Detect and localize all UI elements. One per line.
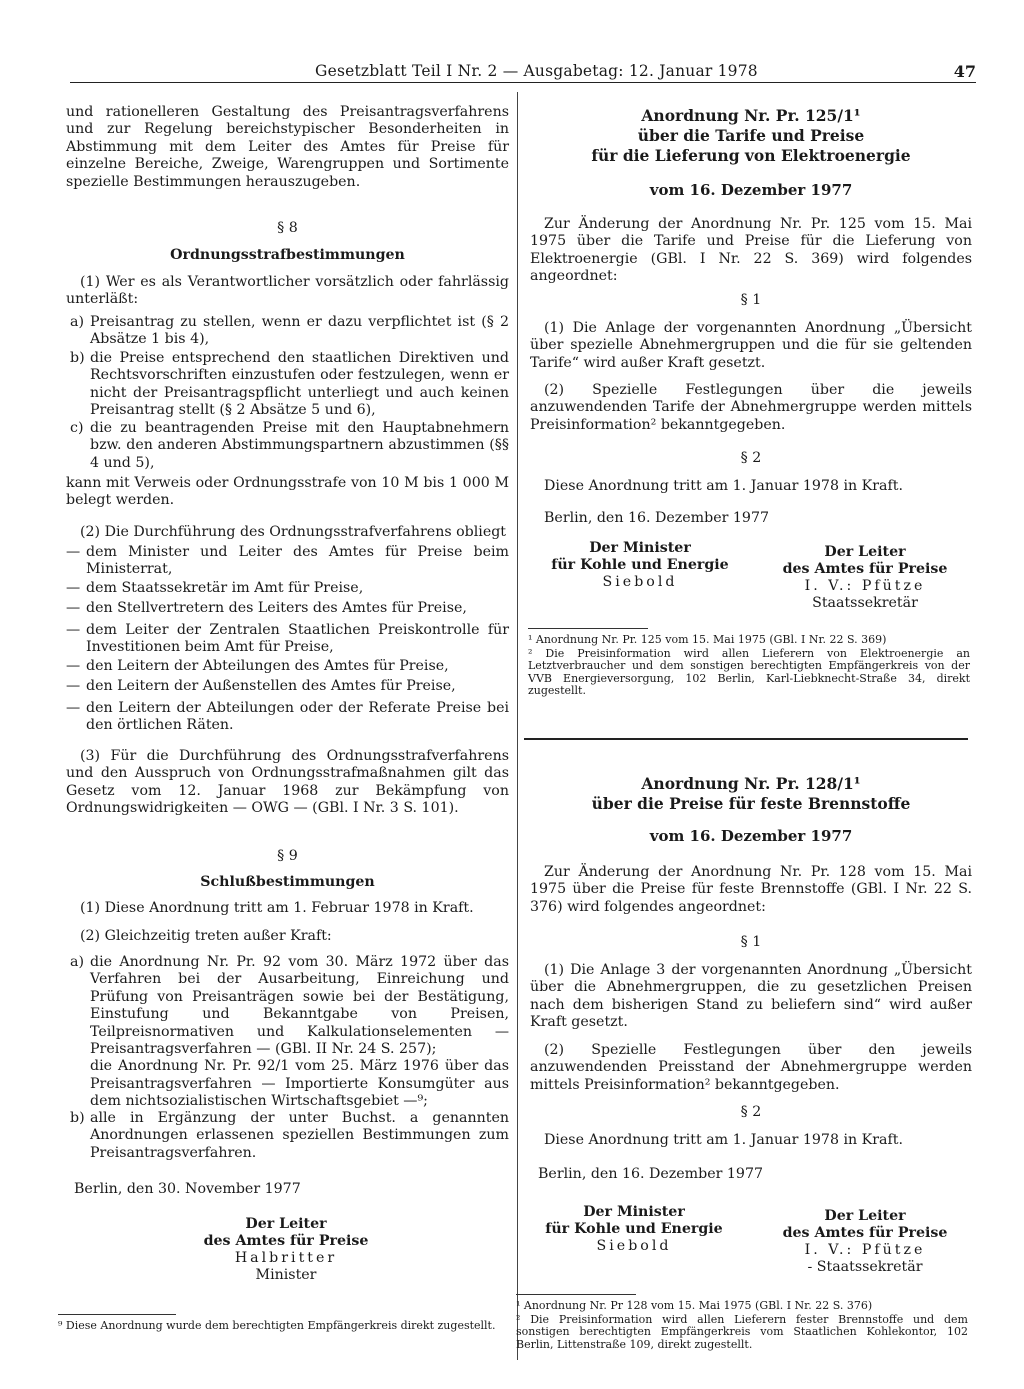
ord1-paragraph-2: (2) Spezielle Festlegungen über die jeweils anzuwendenden Tarife der Abnehmergruppe werden mittels Preisinformation² bekanntgegeben. <box>530 382 972 433</box>
ord2-section-1: § 1 <box>740 934 762 950</box>
ord2-place-date: Berlin, den 16. Dezember 1977 <box>538 1166 764 1182</box>
ordinance-2-intro: Zur Änderung der Anordnung Nr. Pr. 128 vom 15. Mai 1975 über die Preise für feste Brennstoffe (GBl. I Nr. 22 S. 376) wird folgendes angeordnet: <box>530 864 972 915</box>
page-header <box>70 62 976 83</box>
ordinance-2-title: Anordnung Nr. Pr. 128/1¹ über die Preise für feste Brennstoffe <box>591 774 911 813</box>
column-divider <box>517 92 518 1360</box>
ord2-footnote-2: ² Die Preisinformation wird allen Lieferern fester Brennstoffe und dem sonstigen berechtigten Empfängerkreis vom Staatlichen Kohlekontor, 102 Berlin, Littenstraße 109, direkt zugestellt. <box>516 1313 968 1351</box>
ord1-paragraph-1: (1) Die Anlage der vorgenannten Anordnung „Übersicht über spezielle Abnehmergruppen und die für sie geltenden Tarife“ wird außer Kraft gesetzt. <box>530 320 972 371</box>
place-date: Berlin, den 30. November 1977 <box>74 1181 301 1197</box>
s9-item-b: b) alle in Ergänzung der unter Buchst. a genannten Anordnungen erlassenen speziellen Bestimmungen zum Preisantragsverfahren. <box>70 1110 509 1161</box>
ord2-paragraph-1: (1) Die Anlage 3 der vorgenannten Anordnung „Übersicht über die Abnehmergruppen, die zu gesetzlichen Preisen nach dem bisherigen Stand zu beliefern sind“ wird außer Kraft gesetzt. <box>530 962 972 1031</box>
right-column <box>516 104 972 1354</box>
ordinance-1-date: vom 16. Dezember 1977 <box>649 181 853 199</box>
s8-item-c <box>70 420 509 472</box>
ord1-section-1: § 1 <box>740 292 762 308</box>
footnote-rule <box>58 1314 176 1315</box>
ord1-paragraph-3: Diese Anordnung tritt am 1. Januar 1978 in Kraft. <box>544 478 903 494</box>
ordinance-2-date: vom 16. Dezember 1977 <box>649 827 853 845</box>
ord1-footnote-rule <box>528 628 648 629</box>
ord1-section-2: § 2 <box>740 450 762 466</box>
ord1-place-date: Berlin, den 16. Dezember 1977 <box>544 510 770 526</box>
section-9-heading: Schlußbestimmungen <box>200 874 375 890</box>
item-text: Preisantrag zu stellen, wenn er dazu verpflichtet ist (§ 2 Absätze 1 bis 4), <box>90 314 509 348</box>
left-column <box>58 104 509 1354</box>
s8-dash-item: — dem Leiter der Zentralen Staatlichen Preiskontrolle für Investitionen beim Amt für Preise, <box>66 622 509 656</box>
ord2-paragraph-3: Diese Anordnung tritt am 1. Januar 1978 in Kraft. <box>544 1132 903 1148</box>
s8-dash-item: — den Leitern der Abteilungen oder der Referate Preise bei den örtlichen Räten. <box>66 700 509 734</box>
ord1-signature-minister: Der Minister für Kohle und Energie Siebold <box>551 540 729 590</box>
ord2-signature-minister: Der Minister für Kohle und Energie Siebold <box>545 1204 723 1254</box>
ord2-section-2: § 2 <box>740 1104 762 1120</box>
ord2-signature-leiter: Der Leiter des Amtes für Preise I. V.: Pfütze - Staatssekretär <box>782 1208 948 1276</box>
signatory-role: Der Leiter <box>245 1216 327 1232</box>
ord1-signature-leiter: Der Leiter des Amtes für Preise I. V.: Pfütze Staatssekretär <box>782 544 948 612</box>
item-marker: b) <box>70 350 85 366</box>
section-8-number: § 8 <box>277 220 298 236</box>
item-text: die zu beantragenden Preise mit den Hauptabnehmern bzw. den anderen Abstimmungspartnern abzustimmen (§§ 4 und 5), <box>90 420 509 471</box>
s8-dash-item: — den Stellvertretern des Leiters des Amtes für Preise, <box>66 600 467 616</box>
s9-item-a: a) die Anordnung Nr. Pr. 92 vom 30. März 1972 über das Verfahren bei der Ausarbeitung, Einreichung und Prüfung von Preisanträgen sowie bei der Bestätigung, Einstufung und Bekanntgabe von Preisen, Teilpreisnormativen und Kalkulationselementen — Preisantragsverfahren — (GBl. II Nr. 24 S. 257); die Anordnung Nr. Pr. 92/1 vom 25. März 1976 über das Preisantragsverfahren — Importierte Konsumgüter aus dem nichtsozialistischen Wirtschaftsgebiet —⁹; <box>70 954 509 1110</box>
ord1-footnote-2: ² Die Preisinformation wird allen Lieferern von Elektroenergie an Letztverbraucher und dem sonstigen berechtigten Empfängerkreis von der VVB Energieversorgung, 102 Berlin, Karl-Liebknecht-Straße 34, direkt zugestellt. <box>528 647 970 698</box>
ord2-footnote-rule <box>516 1294 636 1295</box>
s8-dash-item: — dem Minister und Leiter des Amtes für Preise beim Ministerrat, <box>66 544 509 578</box>
ordinance-1-intro: Zur Änderung der Anordnung Nr. Pr. 125 vom 15. Mai 1975 über die Tarife und Preise für die Lieferung von Elektroenergie (GBl. I Nr. 22 S. 369) wird folgendes angeordnet: <box>530 216 972 285</box>
item-a-first: die Anordnung Nr. Pr. 92 vom 30. März 1972 über das Verfahren bei der Ausarbeitung, Einreichung und Prüfung von Preisanträgen sowie bei der Bestätigung, Einstufung und Bekanntgabe von Preisen, Teilpreisnormativen und Kalkulationselementen — Preisantragsverfahren — (GBl. II Nr. 24 S. 257); <box>90 954 509 1058</box>
section-9-number: § 9 <box>277 848 298 864</box>
s9-paragraph-2: (2) Gleichzeitig treten außer Kraft: <box>80 928 332 944</box>
item-marker: a) <box>70 314 84 330</box>
s8-paragraph-2: (2) Die Durchführung des Ordnungsstrafverfahrens obliegt <box>80 524 507 540</box>
signature-block <box>186 1216 386 1285</box>
ord2-paragraph-2: (2) Spezielle Festlegungen über den jeweils anzuwendenden Preisstand der Abnehmergruppe werden mittels Preisinformation² bekanntgegeben. <box>530 1042 972 1093</box>
signatory-name: Halbritter <box>234 1250 338 1266</box>
header-title: Gesetzblatt Teil I Nr. 2 — Ausgabetag: 12. Januar 1978 <box>315 62 758 80</box>
signatory-office: des Amtes für Preise <box>203 1233 369 1249</box>
ordinance-1-title: Anordnung Nr. Pr. 125/1¹ über die Tarife und Preise für die Lieferung von Elektroenergie <box>591 106 911 165</box>
section-8-heading: Ordnungsstrafbestimmungen <box>170 247 405 263</box>
footnote: ⁹ Diese Anordnung wurde dem berechtigten Empfängerkreis direkt zugestellt. <box>58 1319 496 1332</box>
ord1-footnote-1: ¹ Anordnung Nr. Pr. 125 vom 15. Mai 1975 (GBl. I Nr. 22 S. 369) <box>528 633 887 646</box>
item-text: die Preise entsprechend den staatlichen Direktiven und Rechtsvorschriften einzustufen oder festzulegen, wenn er nicht der Preisantragspflicht unterliegt und auch keinen Preisantrag stellt (§ 2 Absätze 5 und 6), <box>90 350 509 419</box>
item-a-second: die Anordnung Nr. Pr. 92/1 vom 25. März 1976 über das Preisantragsverfahren — Importierte Konsumgüter aus dem nichtsozialistischen Wirtschaftsgebiet —⁹; <box>90 1058 509 1110</box>
item-marker: c) <box>70 420 84 436</box>
s8-dash-item: — den Leitern der Außenstellen des Amtes für Preise, <box>66 678 456 694</box>
s8-dash-item: — dem Staatssekretär im Amt für Preise, <box>66 580 364 596</box>
s9-paragraph-1: (1) Diese Anordnung tritt am 1. Februar 1978 in Kraft. <box>80 900 474 916</box>
page-number: 47 <box>953 62 976 81</box>
s8-item-b <box>70 350 509 420</box>
s8-paragraph-3: (3) Für die Durchführung des Ordnungsstrafverfahrens und den Ausspruch von Ordnungsstrafmaßnahmen gilt das Gesetz vom 12. Januar 1968 zur Bekämpfung von Ordnungswidrigkeiten — OWG — (GBl. I Nr. 3 S. 101). <box>66 748 509 817</box>
s8-paragraph-1-end: kann mit Verweis oder Ordnungsstrafe von 10 M bis 1 000 M belegt werden. <box>66 475 509 509</box>
s8-item-a <box>70 314 509 349</box>
section-separator <box>524 738 968 740</box>
ord2-footnote-1: ¹ Anordnung Nr. Pr 128 vom 15. Mai 1975 (GBl. I Nr. 22 S. 376) <box>516 1299 873 1312</box>
signatory-title: Minister <box>255 1267 317 1284</box>
s8-paragraph-1: (1) Wer es als Verantwortlicher vorsätzlich oder fahrlässig unterläßt: <box>66 274 509 308</box>
intro-paragraph: und rationelleren Gestaltung des Preisantragsverfahrens und zur Regelung bereichstypischer Besonderheiten in Abstimmung mit dem Leiter des Amtes für Preise für einzelne Bereiche, Zweige, Warengruppen und Sortimente spezielle Bestimmungen herauszugeben. <box>66 104 509 190</box>
s8-dash-item: — den Leitern der Abteilungen des Amtes für Preise, <box>66 658 449 674</box>
